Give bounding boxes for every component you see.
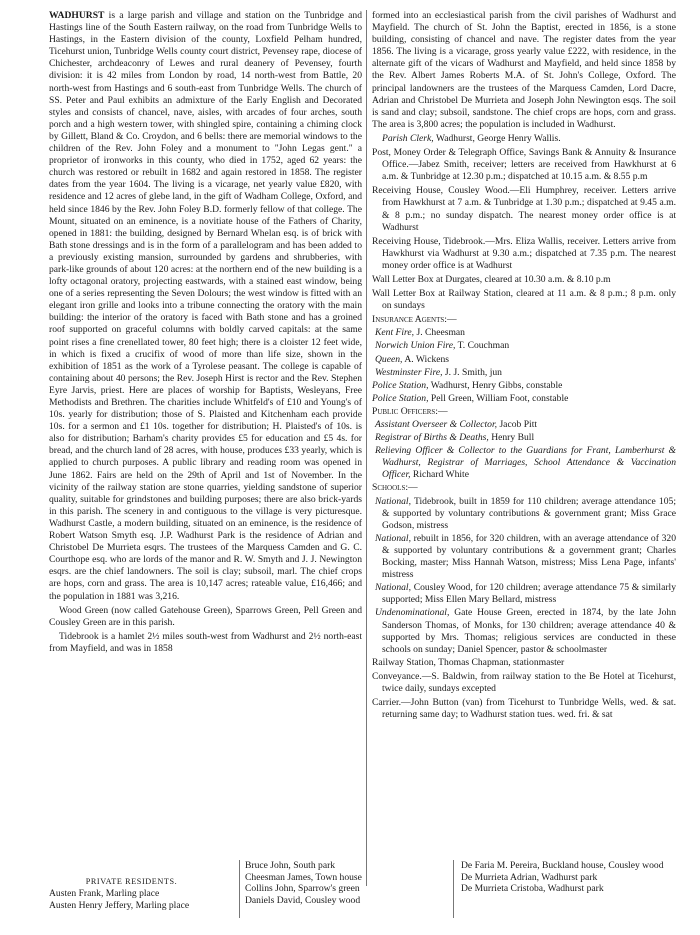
officer-role: Assistant Overseer & Collector, — [375, 419, 498, 430]
private-residents-title: PRIVATE RESIDENTS. — [85, 877, 178, 886]
school-item — [372, 607, 676, 655]
officer-item — [372, 445, 676, 481]
school-detail: Tidebrook, built in 1859 for 110 children; average attendance 105; & supported by voluntary contributions & government grant; Miss Grace Godson, mistress — [382, 495, 676, 531]
insurance-office: Westminster Fire, — [375, 366, 443, 378]
school-type: Undenominational, — [375, 607, 450, 619]
officer-item — [372, 419, 676, 431]
police-station-entry — [372, 380, 676, 392]
insurance-item — [372, 354, 676, 366]
left-column — [49, 10, 362, 657]
officer-name: Jacob Pitt — [499, 419, 538, 430]
officer-role: Relieving Officer & Collector to the Guardians for Frant, Lamberhurst & Wadhurst, Registrar of Marriages, School Attendance & Vaccination Officer, — [375, 445, 676, 481]
railway-station-entry: Railway Station, Thomas Chapman, stationmaster — [372, 656, 565, 668]
police-station-detail: Wadhurst, Henry Gibbs, constable — [430, 379, 563, 391]
police-station-entry — [372, 393, 676, 405]
officer-name: Richard White — [412, 469, 469, 481]
insurance-office: Kent Fire, — [375, 327, 415, 339]
parish-clerk-value: Wadhurst, George Henry Wallis. — [435, 132, 561, 144]
receiving-house-tidebrook: Receiving House, Tidebrook.—Mrs. Eliza Wallis, receiver. Letters arrive from Hawkhurst via Wadhurst at 9.30 a.m.; dispatched at 7.35 p.m. The nearest money order office is at Wadhurst — [372, 235, 676, 271]
resident-entry: Austen Frank, Marling place — [49, 888, 160, 899]
school-detail: rebuilt in 1856, for 320 children, with an average attendance of 320 & supported by voluntary contributions & a government grant; Charles Bocking, master; Miss Hannah Watson, mistress; Miss Lena Page, infants' mistress — [382, 532, 676, 581]
schools-heading: Schools:— — [372, 482, 418, 494]
officers-heading: Public Officers:— — [372, 405, 448, 417]
school-item — [372, 533, 676, 581]
private-residents — [49, 860, 676, 930]
insurance-agent: J. J. Smith, jun — [444, 366, 502, 378]
residents-divider — [239, 860, 240, 918]
resident-entry: De Murrieta Cristoba, Wadhurst park — [461, 883, 604, 894]
insurance-agent: J. Cheesman — [416, 327, 465, 339]
wall-box-station: Wall Letter Box at Railway Station, cleared at 11 a.m. & 8 p.m.; 8 p.m. only on sundays — [372, 288, 676, 312]
resident-entry: De Murrieta Adrian, Wadhurst park — [461, 871, 598, 883]
column-divider — [366, 10, 367, 886]
resident-entry: De Faria M. Pereira, Buckland house, Cousley wood — [461, 860, 664, 871]
resident-entry: Daniels David, Cousley wood — [245, 894, 361, 906]
resident-entry: Bruce John, South park — [245, 860, 336, 871]
police-station-label: Police Station, — [372, 379, 429, 391]
insurance-agent: T. Couchman — [457, 340, 510, 352]
insurance-item — [372, 367, 676, 379]
school-item — [372, 496, 676, 532]
officer-item — [372, 432, 676, 444]
police-station-detail: Pell Green, William Foot, constable — [430, 392, 569, 404]
post-office-entry: Post, Money Order & Telegraph Office, Savings Bank & Annuity & Insurance Office.—Jabez Smith, receiver; letters are received from Hawkhurst at 6 a.m. & Tunbridge at 12.30 p.m.; dispatched at 10.15 a.m. & 8.55 p.m — [372, 147, 676, 183]
officer-name: Henry Bull — [491, 432, 535, 444]
insurance-item — [372, 327, 676, 339]
school-detail: Cousley Wood, for 120 children; average attendance 75 & similarly supported; Miss Ellen Mary Bellard, mistress — [382, 582, 676, 606]
parish-clerk-label: Parish Clerk, — [382, 132, 434, 144]
wadhurst-text: is a large parish and village and station on the Tunbridge and Hastings line of the South Eastern railway, on the road from Tunbridge Wells to Hastings, in the Eastern division of the county, Loxfield Pelham hundred, Ticehurst union, Tunbridge Wells county court district, Pevensey rape, diocese of Chichester, archdeaconry of Lewes and rural deanery of Pevensey, fourth division: it is 42 miles from London by road, 14 north-west from Battle, 20 north-west from Hastings and 6 south-east from Tunbridge Wells. The church of SS. Peter and Paul exhibits an admixture of the Early English and Decorated styles and consists of chancel, nave, aisles, with arcades of four arches, south porch and a high western tower, with shingled spire, containing a chiming clock by Gillett, Bland & Co. Croydon, and 6 bells: there are memorial windows to the children of the Rev. John Foley and a monument to "John Legas gent." a proprietor of ironworks in this county, who died in 1752, aged 62 years: the church was restored or rebuilt in 1682 and again restored in 1858. The register dates from the year 1604. The living is a vicarage, net yearly value £820, with residence and 12 acres of glebe land, in the gift of Wadham College, Oxford, and held since 1846 by the Rev. John Foley B.D. formerly fellow of that college. The Mount, situated on an eminence, is a novitiate house of the Fathers of Charity, opened in 1881: the building, designed by Bernard Whelan esq. is of brick with Bath stone dressings and is in the form of a parallelogram and has been added to a previously existing mansion, surrounded by gardens and shrubberies, with park-like grounds of about 120 acres: at the northern end of the new building is a lofty octagonal oratory, projecting eastwards, with a stained east window, being one of a series representing the Seven Dolours; the west window is fitted with an elegant iron grille and looks into a tribune connecting the oratory with the main building: the interior of the oratory is faced with Bath stone and has a groined roof supported on graceful columns with boldly carved capitals: at the same point rises a fine crenellated tower, 80 feet high; there is a cloister 12 feet wide, in which is fixed a crucifix of wood of more than life size, shown in the exhibition of 1851 as the work of a Tyrolese peasant. The college is capable of containing about 40 persons; the Rev. Joseph Hirst is rector and the Rev. Stephen Eyre Jarvis, priest. Here are places of worship for Baptists, Wesleyans, Free Methodists and Brethren. The charities include Whitfeld's of £10 and Young's of 10s. yearly for distribution; those of S. Plaisted and Kitchenham each provide 10s. for a sermon and £1 10s. together for distribution; H. Plaisted's of 10s. is also for distribution; Barham's charity provides £5 for education and £5 4s. for bread, and the church land of 28 acres, with house, produces £33 yearly, which is applied to church purposes. A public library and reading room was opened in June 1862. Fairs are held on the 29th of April and 1st of November. In the vicinity of the railway station are stone quarries, yielding sandstone of superior quality, suitable for grindstones and building purposes; there are also brick-yards in this parish. The scenery in and contiguous to the village is very picturesque. Wadhurst Castle, a modern building, situated on an eminence, is the residence of Robert Watson Smyth esq. J.P. Wadhurst Park is the residence of Adrian and Christobel De Murrieta esqrs. The trustees of the Marquess Camden and G. C. Courthope esq. who are lords of the manor and R. W. Smyth and J. J. Newington esqrs. are the chief landowners. The soil is clay; subsoil, marl. The chief crops are hops, corn and grass. The area is 10,147 acres; rateable value, £16,466; and the population in 1881 was 3,216. — [49, 10, 362, 602]
resident-entry: Austen Henry Jeffery, Marling place — [49, 899, 190, 911]
parish-clerk-entry — [372, 133, 676, 145]
residents-column-2 — [245, 860, 435, 906]
wadhurst-description — [49, 10, 362, 603]
carrier-entry: Carrier.—John Button (van) from Ticehurst to Tunbridge Wells, wed. & sat. returning same day; to Wadhurst station tues. wed. fri. & sat — [372, 697, 676, 721]
school-item — [372, 582, 676, 606]
tidebrook-continued: formed into an ecclesiastical parish from the civil parishes of Wadhurst and Mayfield. The church of St. John the Baptist, erected in 1856, is a stone building, consisting of chancel and nave. The register dates from the year 1856. The living is a vicarage, gross yearly value £222, with residence, in the alternate gift of the vicars of Wadhurst and Mayfield, and held since 1858 by the Rev. Albert James Roberts M.A. of St. John's College, Oxford. The principal landowners are the trustees of the Marquess Camden, Lord Dacre, Adrian and Christobel De Murrieta and Joseph John Newington esqs. The soil is sand and clay; subsoil, sandstone. The chief crops are hops, corn and grass. The area is 3,800 acres; the population is included in Wadhurst. — [372, 10, 676, 130]
insurance-heading: Insurance Agents:— — [372, 314, 457, 326]
insurance-office: Queen, — [375, 353, 403, 365]
tidebrook-paragraph: Tidebrook is a hamlet 2½ miles south-west from Wadhurst and 2½ north-east from Mayfield, and was in 1858 — [49, 630, 362, 654]
officer-role: Registrar of Births & Deaths, — [375, 432, 489, 444]
insurance-item — [372, 340, 676, 352]
insurance-office: Norwich Union Fire, — [375, 340, 456, 352]
resident-entry: Cheesman James, Town house — [245, 871, 362, 883]
school-type: National, — [375, 532, 411, 544]
insurance-agent: A. Wickens — [404, 353, 450, 365]
conveyance-entry: Conveyance.—S. Baldwin, from railway station to the Be Hotel at Ticehurst, twice daily, sundays excepted — [372, 670, 676, 694]
police-station-label: Police Station, — [372, 392, 429, 404]
greens-paragraph: Wood Green (now called Gatehouse Green), Sparrows Green, Pell Green and Cousley Green are in this parish. — [49, 604, 362, 628]
residents-column-1 — [49, 888, 239, 911]
right-column — [372, 10, 676, 723]
residents-divider — [453, 860, 454, 918]
resident-entry: Collins John, Sparrow's green — [245, 883, 360, 894]
school-type: National, — [375, 495, 411, 507]
receiving-house-cousley: Receiving House, Cousley Wood.—Eli Humphrey, receiver. Letters arrive from Hawkhurst at 7 a.m. & Tunbridge at 1.30 p.m.; dispatched at 9.45 a.m. & 8 p.m.; no sunday dispatch. The nearest money order office is at Wadhurst — [372, 185, 676, 233]
residents-column-3 — [461, 860, 676, 895]
school-type: National, — [375, 582, 411, 594]
wall-box-durgates: Wall Letter Box at Durgates, cleared at 10.30 a.m. & 8.10 p.m — [372, 273, 611, 285]
place-name-wadhurst: WADHURST — [49, 10, 105, 21]
school-detail: Gate House Green, erected in 1874, by the late John Sanderson Thomas, of Monks, for 130 children; average attendance 40 & supported by Mrs. Thomas; religious services are conducted in these schools on sunday; Daniel Spencer, pastor & schoolmaster — [382, 607, 676, 655]
